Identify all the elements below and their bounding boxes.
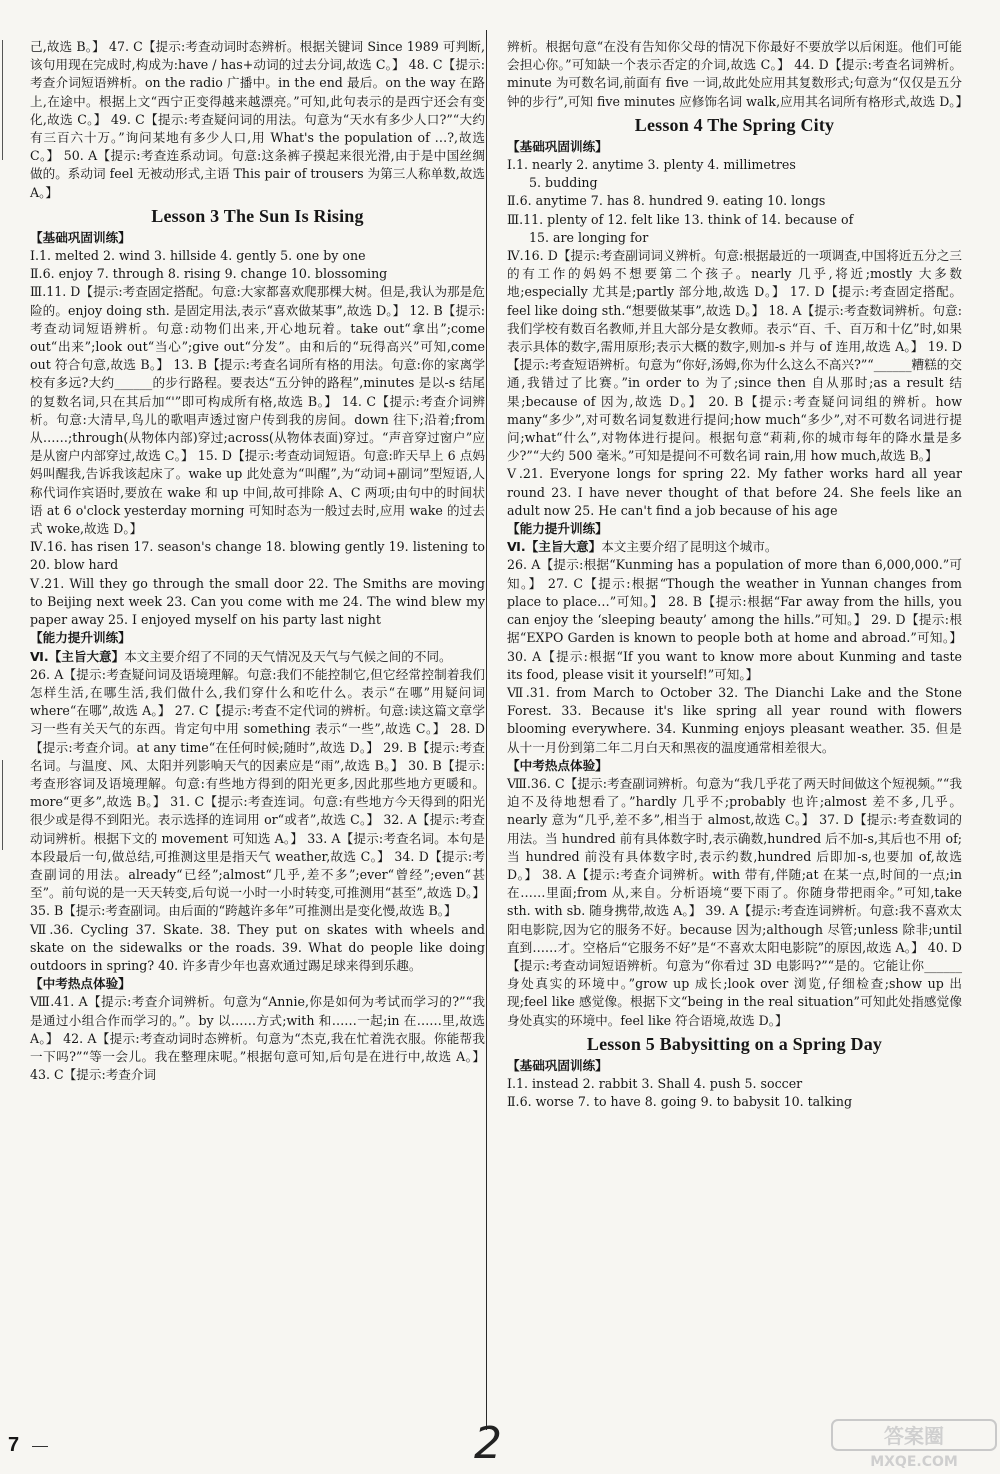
answers-vii: Ⅶ.36. Cycling 37. Skate. 38. They put on skates with wheels and skate on the sidewalks or the roads. 39. What do people like doing outdoors in spring? 40. 许多青少年也喜欢通过踢足球来得到乐趣。 [30, 921, 485, 973]
lesson3-answers-continued: 辨析。根据句意“在没有告知你父母的情况下你最好不要放学以后闲逛。他们可能会担心你。”可知缺一个表示否定的介词,故选 C。】 44. D【提示:考查名词辨析。minute 为可数名词,前面有 five 一词,故此处应用其复数形式;句意为“仅仅是五分钟的步行”,可知 five minutes 应修饰名词 walk,应用其名词所有格形式,故选 D。】 [507, 39, 969, 109]
watermark-logo [830, 1418, 998, 1470]
main-idea-tag: Ⅵ.【主旨大意】 [507, 539, 602, 555]
answers-ii: Ⅱ.6. anytime 7. has 8. hundred 9. eating 10. longs [507, 193, 826, 209]
watermark-top-text: 答案圈 [884, 1424, 944, 1448]
right-column [507, 38, 969, 1111]
section-ability-heading: 【能力提升训练】 [507, 521, 608, 537]
binding-edge-mark [2, 40, 3, 160]
answers-v: Ⅴ.21. Everyone longs for spring 22. My father works hard all year round 23. I have never thought of that before 24. She feels like an adult now 25. He can't find a job because of his age [507, 466, 962, 518]
main-idea [507, 538, 962, 556]
main-idea-text: 本文主要介绍了不同的天气情况及天气与气候之间的不同。 [124, 648, 452, 664]
answers-i: Ⅰ.1. nearly 2. anytime 3. plenty 4. millimetres [507, 157, 796, 173]
answers-ii-lesson5: Ⅱ.6. worse 7. to have 8. going 9. to babysit 10. talking [507, 1094, 853, 1110]
answers-i: Ⅰ.1. melted 2. wind 3. hillside 4. gently 5. one by one [30, 248, 366, 264]
answers-ii: Ⅱ.6. enjoy 7. through 8. rising 9. change 10. blossoming [30, 266, 388, 282]
section-exam-heading: 【中考热点体验】 [30, 976, 131, 992]
answers-iv: Ⅳ.16. D【提示:考查副词词义辨析。句意:根据最近的一项调查,中国将近五分之三的有工作的妈妈不想要第二个孩子。nearly 几乎,将近;mostly 大多数地;especially 尤其是;partly 部分地,故选 D。】 17. D【提示:考查固定搭配。feel like doing sth.“想要做某事”,故选 D。】 18. A【提示:考查数词辨析。句意:我们学校有数百名教师,并且大部分是女教师。表示“百、千、百万和十亿”时,如果表示具体的数字,需用原形;表示大概的数字,则加-s 并与 of 连用,故选 A。】 19. D【提示:考查短语辨析。句意为“你好,汤姆,你为什么这么不高兴?”“______糟糕的交通,我错过了比赛。”in order to 为了;since then 自从那时;as a result 结果;because of 因为,故选 D。】 20. B【提示:考查疑问词组的辨析。how many“多少”,对可数名词复数进行提问;how much“多少”,对不可数名词进行提问;what“什么”,对物体进行提问。根据句意“莉莉,你的城市每年的降水量是多少?”“大约 500 毫米。”可知是提问不可数名词 rain,用 how much,故选 B。】 [507, 248, 962, 464]
answers-viii: Ⅷ.41. A【提示:考查介词辨析。句意为“Annie,你是如何为考试而学习的?”“我是通过小组合作而学习的。”。by 以……方式;with 和……一起;in 在……里,故选 A。】 42. A【提示:考查动词时态辨析。句意为“杰克,我在忙着洗衣服。你能帮我一下吗?”“等一会儿。我在整理床呢。”根据句意可知,后句是在进行中,故选 A。】 43. C【提示:考查介词 [30, 994, 485, 1083]
page-number: 7 [8, 1434, 20, 1456]
answers-vi: 26. A【提示:考查疑问词及语境理解。句意:我们不能控制它,但它经常控制着我们怎样生活,在哪生活,我们做什么,我们穿什么和吃什么。表示“在哪”用疑问词 where“在哪”,故选 A。】 27. C【提示:考查不定代词的辨析。句意:读这篇文章学习一些有关天气的东西。肯定句中用 something 表示“一些”,故选 C。】 28. D【提示:考查介词。at any time“在任何时候;随时”,故选 D。】 29. B【提示:考查名词。与温度、风、太阳并列影响天气的因素应是“雨”,故选 B。】 30. B【提示:考查形容词及语境理解。句意:有些地方得到的阳光更多,因此那些地方更暖和。more“更多”,故选 B。】 31. C【提示:考查连词。句意:有些地方今天得到的阳光很少或是得不到阳光。表示选择的连词用 or“或者”,故选 C。】 32. A【提示:考查动词辨析。根据下文的 movement 可知选 A。】 33. A【提示:考查名词。本句是本段最后一句,做总结,可推测这里是指天气 weather,故选 C。】 34. D【提示:考查副词的用法。already“已经”;almost“几乎,差不多”;ever“曾经”;even“甚至”。前句说的是一天天转变,后句说一小时一小时转变,可推测用“甚至”,故选 D。】 35. B【提示:考查副词。由后面的“跨越许多年”可推测出是变化慢,故选 B。】 [30, 666, 485, 919]
section-basic-heading: 【基础巩固训练】 [507, 138, 608, 154]
answers-vii: Ⅶ.31. from March to October 32. The Dianchi Lake and the Stone Forest. 33. Because it's like spring all year round with flowers blooming everywhere. 34. Kunming enjoys pleasant weather. 35. 但是从十一月份到第二年二月白天和黑夜的温度通常相差很大。 [507, 684, 962, 755]
column-divider [486, 30, 487, 1430]
page-number-dash [32, 1446, 48, 1447]
main-idea [30, 648, 485, 666]
section-basic-heading-2: 【基础巩固训练】 [507, 1057, 608, 1073]
binding-edge-mark [2, 760, 3, 850]
answers-iii: Ⅲ.11. plenty of 12. felt like 13. think of 14. because of [507, 211, 854, 227]
left-column [30, 38, 485, 1084]
answers-iv: Ⅳ.16. has risen 17. season's change 18. blowing gently 19. listening to 20. blow hard [30, 539, 485, 573]
lesson5-title: Lesson 5 Babysitting on a Spring Day [586, 1033, 883, 1054]
answers-i-lesson5: Ⅰ.1. instead 2. rabbit 3. Shall 4. push 5. soccer [507, 1075, 803, 1091]
section-exam-heading: 【中考热点体验】 [507, 757, 608, 773]
section-ability-heading: 【能力提升训练】 [30, 630, 131, 646]
answers-iii: Ⅲ.11. D【提示:考查固定搭配。句意:大家都喜欢爬那棵大树。但是,我认为那是危险的。enjoy doing sth. 是固定用法,表示“喜欢做某事”,故选 D。】 12. B【提示:考查动词短语辨析。句意:动物们出来,开心地玩着。take out“拿出”;come out“出来”;look out“当心”;give out“分发”。由和后的“玩得高兴”可知,come out 符合句意,故选 B。】 13. B【提示:考查名词所有格的用法。句意:你的家离学校有多远?大约______的步行路程。要表达“五分钟的路程”,minutes 是以-s 结尾的复数名词,只在其后加“'”即可构成所有格,故选 B。】 14. C【提示:考查介词辨析。句意:大清早,鸟儿的歌唱声透过窗户传到我的房间。down 往下;沿着;from 从……;through(从物体内部)穿过;across(从物体表面)穿过。“声音穿过窗户”应是从窗户内部穿过,故选 C。】 15. D【提示:考查动词短语。句意:昨天早上 6 点妈妈叫醒我,告诉我该起床了。wake up 此处意为“叫醒”,为“动词+副词”型短语,人称代词作宾语时,要放在 wake 和 up 中间,故可排除 A、C 两项;由句中的时间状语 at 6 o'clock yesterday morning 可知时态为一般过去时,应用 wake 的过去式 woke,故选 D。】 [30, 284, 485, 537]
main-idea-text: 本文主要介绍了昆明这个城市。 [601, 539, 778, 555]
answers-vi: 26. A【提示:根据“Kunming has a population of more than 6,000,000.”可知。】 27. C【提示:根据“Though the weather in Yunnan changes from place to place…”可知。】 28. B【提示:根据“Far away from the hills, you can enjoy the ‘sleeping beauty’ among the hills.”可知。】 29. D【提示:根据“EXPO Garden is known to people both at home and abroad.”可知。】 30. A【提示:根据“If you want to know more about Kunming and taste its food, please visit it yourself!”可知。】 [507, 557, 962, 682]
watermark-bottom-text: MXQE.COM [870, 1454, 958, 1470]
answers-viii: Ⅷ.36. C【提示:考查副词辨析。句意为“我几乎花了两天时间做这个短视频。”“我迫不及待地想看了。”hardly 几乎不;probably 也许;almost 差不多,几乎。nearly 意为“几乎,差不多”,相当于 almost,故选 C。】 37. D【提示:考查数词的用法。当 hundred 前有具体数字时,表示确数,hundred 后不加-s,其后也不用 of;当 hundred 前没有具体数字时,表示约数,hundred 后即加-s,也要加 of,故选 D。】 38. A【提示:考查介词辨析。with 带有,伴随;at 在某一点,时间的一点;in 在……里面;from 从,来自。分析语境“要下雨了。你随身带把雨伞。”可知,take sth. with sb. 随身携带,故选 A。】 39. A【提示:考查连词辨析。句意:我不喜欢太阳电影院,因为它的服务不好。because 因为;although 尽管;unless 除非;until 直到……才。空格后“它服务不好”是“不喜欢太阳电影院”的原因,故选 A。】 40. D【提示:考查动词短语辨析。句意为“你看过 3D 电影吗?”“是的。它能让你______身处真实的环境中。”grow up 成长;look over 浏览,仔细检查;show up 出现;feel like 感觉像。根据下文“being in the real situation”可知此处指感觉像身处真实的环境中。feel like 符合语境,故选 D。】 [507, 775, 962, 1028]
lesson3-title: Lesson 3 The Sun Is Rising [151, 205, 364, 226]
answers-iii-cont: 15. are longing for [529, 229, 649, 245]
section-basic-heading: 【基础巩固训练】 [30, 229, 131, 245]
answers-i-cont: 5. budding [529, 175, 598, 191]
lesson2-answers-continued: 己,故选 B。】 47. C【提示:考查动词时态辨析。根据关键词 Since 1989 可判断,该句用现在完成时,构成为:have / has+动词的过去分词,故选 C。】 48. C【提示:考查介词短语辨析。on the radio 广播中。in the end 最后。on the way 在路上,在途中。根据上文“西宁正变得越来越漂亮。”可知,此句表示的是西宁还会有变化,故选 C。】 49. C【提示:考查疑问词的用法。句意为“天水有多少人口?”“大约有三百六十万。”询问某地有多少人口,用 What's the population of …?,故选 C。】 50. A【提示:考查连系动词。句意:这条裤子摸起来很光滑,由于是中国丝绸做的。系动词 feel 无被动形式,主语 This pair of trousers 为第三人称单数,故选 A。】 [30, 39, 485, 200]
handwritten-mark: 2 [474, 1418, 502, 1469]
main-idea-tag: Ⅵ.【主旨大意】 [30, 648, 125, 664]
answers-v: Ⅴ.21. Will they go through the small door 22. The Smiths are moving to Beijing next week 23. Can you come with me 24. The wind blew my paper away 25. I enjoyed myself on his party last night [30, 575, 485, 628]
lesson4-title: Lesson 4 The Spring City [634, 114, 835, 135]
